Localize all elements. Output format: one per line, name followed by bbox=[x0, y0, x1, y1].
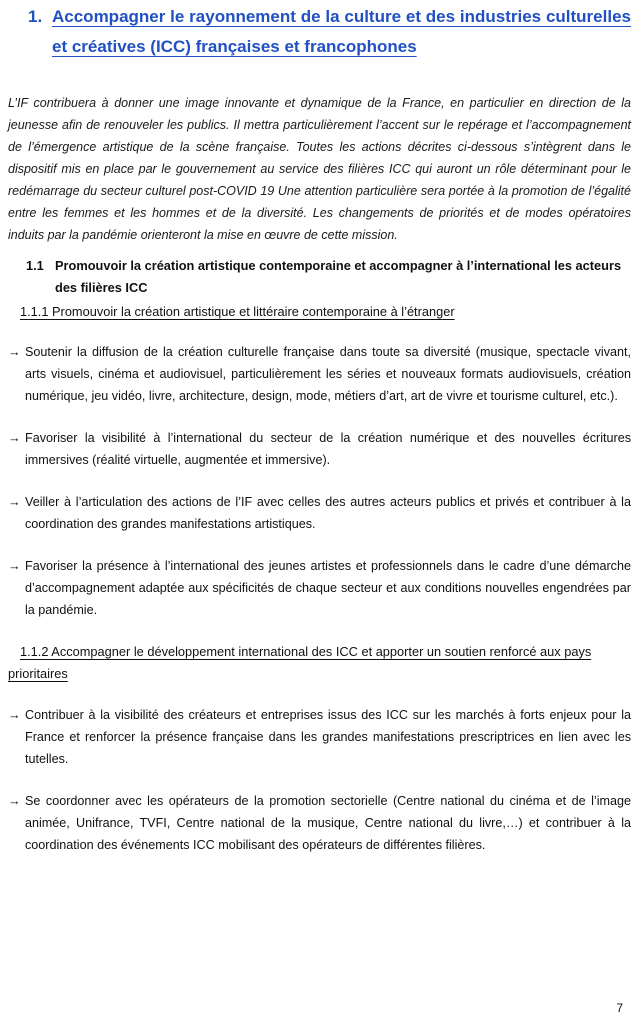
section-1-1-number: 1.1 bbox=[26, 258, 44, 273]
list-item-2 bbox=[8, 427, 631, 471]
page-number: 7 bbox=[616, 1001, 623, 1015]
title-text: Accompagner le rayonnement de la culture et des industries culturelles et créatives (ICC) françaises et francophones bbox=[52, 7, 631, 56]
intro-paragraph: L’IF contribuera à donner une image innovante et dynamique de la France, en particulier en direction de la jeunesse afin de renouveler les publics. Il mettra particulièrement l’accent sur le repérage et l’accompagnement de l’émergence artistique de la scène française. Toutes les actions décrites ci-dessous s’intègrent dans le dispositif mis en place par le gouvernement au service des filières ICC qui auront un rôle déterminant pour le redémarrage du secteur culturel post-COVID 19 Une attention particulière sera portée à la promotion de l’égalité entre les femmes et les hommes et de la diversité. Les changements de priorités et de modes opératoires induits par la pandémie orienteront la mise en œuvre de cette mission. bbox=[8, 96, 631, 242]
arrow-bullet-icon: → bbox=[8, 431, 21, 445]
subsection-heading-1-1-2: 1.1.2 Accompagner le développement international des ICC et apporter un soutien renforcé aux pays prioritaires bbox=[8, 644, 592, 681]
list-item-text: Favoriser la visibilité à l’international du secteur de la création numérique et des nouvelles écritures immersives (réalité virtuelle, augmentée et immersive). bbox=[25, 431, 631, 467]
title-number: 1. bbox=[28, 7, 43, 26]
section-1-1-text: Promouvoir la création artistique contemporaine et accompagner à l’international les acteurs des filières ICC bbox=[55, 258, 622, 295]
arrow-bullet-icon: → bbox=[8, 559, 21, 573]
list-item-1 bbox=[8, 341, 631, 407]
arrow-bullet-icon: → bbox=[8, 345, 21, 359]
list-item-text: Soutenir la diffusion de la création culturelle française dans toute sa diversité (musique, spectacle vivant, arts visuels, cinéma et audiovisuel, particulièrement les séries et nouveaux formats audiovisuels, création numérique, jeu vidéo, livre, architecture, design, mode, métiers d’art, art de vivre et tourisme culturel, etc.). bbox=[25, 345, 631, 403]
list-item-4 bbox=[8, 555, 631, 621]
list-item-6 bbox=[8, 790, 631, 856]
document-title bbox=[8, 2, 631, 62]
list-item-5 bbox=[8, 704, 631, 770]
arrow-bullet-icon: → bbox=[8, 495, 21, 509]
list-item-text: Contribuer à la visibilité des créateurs et entreprises issus des ICC sur les marchés à forts enjeux pour la France et renforcer la présence française dans les grandes manifestations prescriptrices en lien avec les tutelles. bbox=[25, 708, 631, 766]
subsection-heading-1-1-1: 1.1.1 Promouvoir la création artistique et littéraire contemporaine à l’étranger bbox=[20, 304, 455, 319]
list-item-text: Se coordonner avec les opérateurs de la promotion sectorielle (Centre national du cinéma et de l’image animée, Unifrance, TVFI, Centre national de la musique, Centre national du livre,…) et contribuer à la coordination des événements ICC mobilisant des opérateurs de différentes filières. bbox=[25, 794, 631, 852]
list-item-3 bbox=[8, 491, 631, 535]
arrow-bullet-icon: → bbox=[8, 794, 21, 808]
section-heading-1-1 bbox=[8, 255, 631, 299]
arrow-bullet-icon: → bbox=[8, 708, 21, 722]
list-item-text: Favoriser la présence à l’international des jeunes artistes et professionnels dans le cadre d’une démarche d’accompagnement adaptée aux spécificités de chaque secteur et aux conditions nouvelles engendrées par la pandémie. bbox=[25, 559, 631, 617]
list-item-text: Veiller à l’articulation des actions de l’IF avec celles des autres acteurs publics et privés et contribuer à la coordination des grandes manifestations artistiques. bbox=[25, 495, 631, 531]
